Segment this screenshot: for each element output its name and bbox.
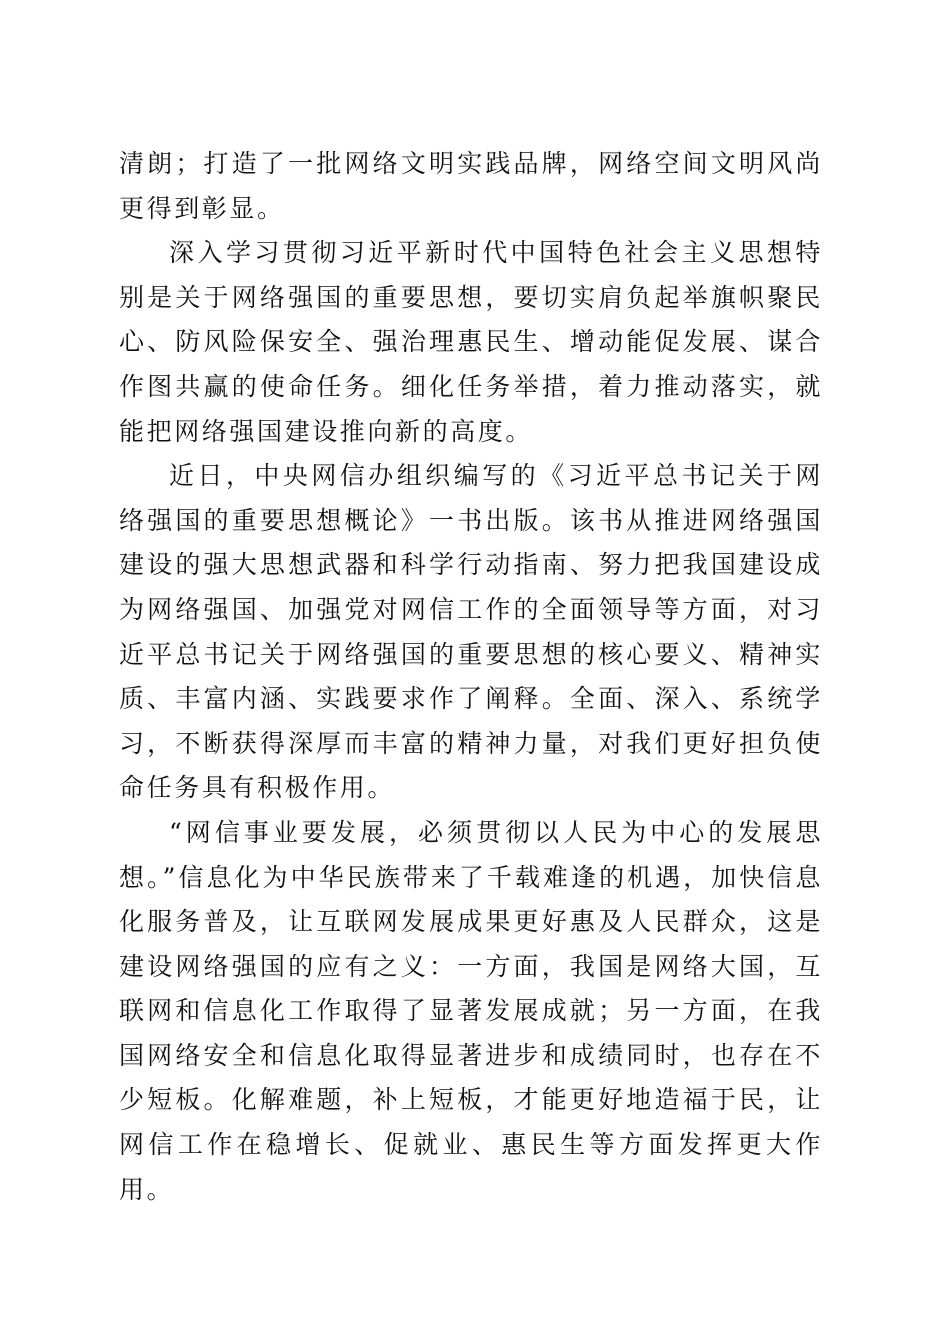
paragraph-people-centered: “网信事业要发展，必须贯彻以人民为中心的发展思想。”信息化为中华民族带来了千载难逢的机遇，加快信息化服务普及，让互联网发展成果更好惠及人民群众，这是建设网络强国的应有之义：一方面，我国是网络大国，互联网和信息化工作取得了显著发展成就；另一方面，在我国网络安全和信息化取得显著进步和成绩同时，也存在不少短板。化解难题，补上短板，才能更好地造福于民，让网信工作在稳增长、促就业、惠民生等方面发挥更大作用。	[119, 817, 823, 1204]
paragraph-book-publication: 近日，中央网信办组织编写的《习近平总书记关于网络强国的重要思想概论》一书出版。该书从推进网络强国建设的强大思想武器和科学行动指南、努力把我国建设成为网络强国、加强党对网信工作的全面领导等方面，对习近平总书记关于网络强国的重要思想的核心要义、精神实质、丰富内涵、实践要求作了阐释。全面、深入、系统学习，不断获得深厚而丰富的精神力量，对我们更好担负使命任务具有积极作用。	[119, 461, 823, 803]
paragraph-study-thought: 深入学习贯彻习近平新时代中国特色社会主义思想特别是关于网络强国的重要思想，要切实肩负起举旗帜聚民心、防风险保安全、强治理惠民生、增动能促发展、谋合作图共赢的使命任务。细化任务举措，着力推动落实，就能把网络强国建设推向新的高度。	[119, 238, 823, 446]
paragraph-continuation: 清朗；打造了一批网络文明实践品牌，网络空间文明风尚更得到彰显。	[119, 149, 823, 223]
document-body	[119, 142, 823, 1212]
